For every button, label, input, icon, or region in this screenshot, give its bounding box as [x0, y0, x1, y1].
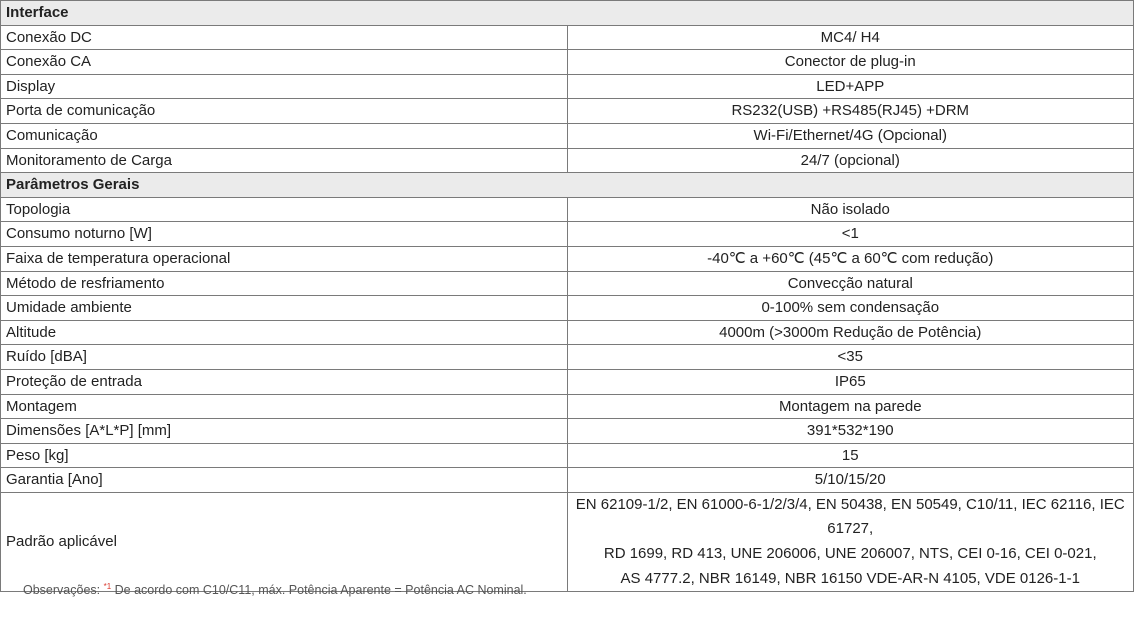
- row-label: Garantia [Ano]: [1, 468, 568, 493]
- section-header-row: [1, 173, 1134, 198]
- row-value: Não isolado: [567, 197, 1134, 222]
- table-row: [1, 320, 1134, 345]
- table-row: [1, 345, 1134, 370]
- row-label: Comunicação: [1, 123, 568, 148]
- table-row: [1, 419, 1134, 444]
- row-label: Monitoramento de Carga: [1, 148, 568, 173]
- row-label: Dimensões [A*L*P] [mm]: [1, 419, 568, 444]
- row-value: 4000m (>3000m Redução de Potência): [567, 320, 1134, 345]
- row-label: Umidade ambiente: [1, 296, 568, 321]
- row-value: -40℃ a +60℃ (45℃ a 60℃ com redução): [567, 246, 1134, 271]
- row-value: IP65: [567, 369, 1134, 394]
- standards-line: RD 1699, RD 413, UNE 206006, UNE 206007, NTS, CEI 0-16, CEI 0-021,: [603, 545, 1097, 563]
- row-value: 15: [567, 443, 1134, 468]
- table-row: [1, 148, 1134, 173]
- footnote-text: De acordo com C10/C11, máx. Potência Aparente = Potência AC Nominal.: [111, 583, 527, 597]
- row-label: Montagem: [1, 394, 568, 419]
- standards-row: [1, 492, 1134, 591]
- row-value: Convecção natural: [567, 271, 1134, 296]
- table-row: [1, 394, 1134, 419]
- table-row: [1, 222, 1134, 247]
- row-label: Ruído [dBA]: [1, 345, 568, 370]
- row-value: <1: [567, 222, 1134, 247]
- row-value: <35: [567, 345, 1134, 370]
- table-row: [1, 443, 1134, 468]
- table-row: [1, 369, 1134, 394]
- footnote-marker: *1: [103, 582, 112, 591]
- row-value: 0-100% sem condensação: [567, 296, 1134, 321]
- table-row: [1, 74, 1134, 99]
- table-row: [1, 468, 1134, 493]
- row-value: 24/7 (opcional): [567, 148, 1134, 173]
- row-label: Conexão DC: [1, 25, 568, 50]
- row-label: Peso [kg]: [1, 443, 568, 468]
- table-row: [1, 197, 1134, 222]
- standards-value: [567, 492, 1134, 591]
- row-label: Faixa de temperatura operacional: [1, 246, 568, 271]
- row-label: Conexão CA: [1, 50, 568, 75]
- table-row: [1, 246, 1134, 271]
- row-label: Consumo noturno [W]: [1, 222, 568, 247]
- table-row: [1, 99, 1134, 124]
- spec-table-body: [1, 1, 1134, 592]
- table-row: [1, 271, 1134, 296]
- row-value: Conector de plug-in: [567, 50, 1134, 75]
- section-title: Parâmetros Gerais: [1, 173, 1134, 198]
- row-label: Porta de comunicação: [1, 99, 568, 124]
- table-row: [1, 123, 1134, 148]
- row-label: Display: [1, 74, 568, 99]
- section-title: Interface: [1, 1, 1134, 26]
- standards-line: EN 62109-1/2, EN 61000-6-1/2/3/4, EN 50438, EN 50549, C10/11, IEC 62116, IEC 61727,: [575, 495, 1125, 538]
- row-value: MC4/ H4: [567, 25, 1134, 50]
- table-row: [1, 25, 1134, 50]
- footnote-prefix: Observações:: [23, 583, 104, 597]
- row-value: LED+APP: [567, 74, 1134, 99]
- row-value: 391*532*190: [567, 419, 1134, 444]
- row-label: Método de resfriamento: [1, 271, 568, 296]
- footnote: [23, 583, 527, 597]
- row-value: RS232(USB) +RS485(RJ45) +DRM: [567, 99, 1134, 124]
- standards-line: AS 4777.2, NBR 16149, NBR 16150 VDE-AR-N 4105, VDE 0126-1-1: [620, 569, 1080, 587]
- table-row: [1, 296, 1134, 321]
- section-header-row: [1, 1, 1134, 26]
- row-value: 5/10/15/20: [567, 468, 1134, 493]
- row-value: Montagem na parede: [567, 394, 1134, 419]
- row-value: Wi-Fi/Ethernet/4G (Opcional): [567, 123, 1134, 148]
- row-label: Topologia: [1, 197, 568, 222]
- standards-label: Padrão aplicável: [1, 492, 568, 591]
- row-label: Altitude: [1, 320, 568, 345]
- row-label: Proteção de entrada: [1, 369, 568, 394]
- table-row: [1, 50, 1134, 75]
